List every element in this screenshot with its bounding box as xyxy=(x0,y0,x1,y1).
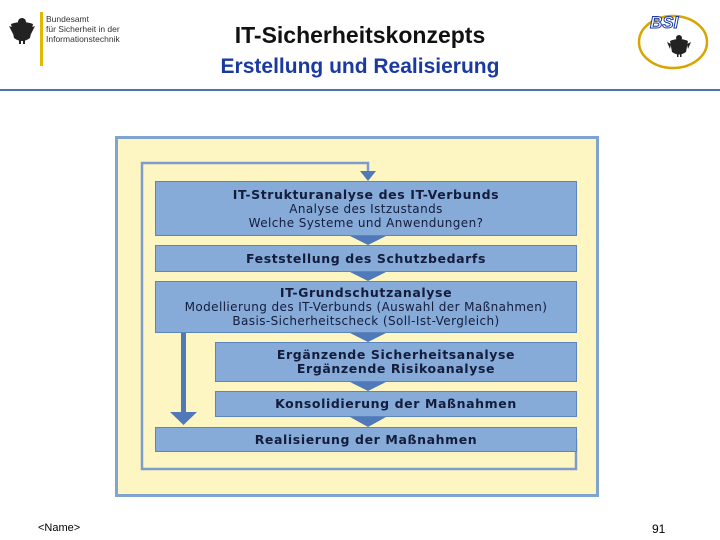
footer-presenter-name: <Name> xyxy=(38,522,81,534)
bypass-arrow-shaft xyxy=(181,332,186,412)
header-divider xyxy=(0,89,720,91)
eagle-icon xyxy=(667,35,691,57)
logo-text: Bundesamt für Sicherheit in der Informationstechnik xyxy=(46,14,120,44)
bsi-logo xyxy=(636,8,710,70)
arrow-down-1 xyxy=(350,236,386,245)
page-title: IT-Sicherheitskonzepts xyxy=(234,22,486,48)
arrow-down-top xyxy=(360,171,376,181)
arrow-down-2 xyxy=(350,272,386,281)
page-number: 91 xyxy=(652,522,666,536)
step-strukturanalyse: IT-Strukturanalyse des IT-Verbunds Analyse des Istzustands Welche Systeme und Anwendungen? xyxy=(155,181,577,236)
process-diagram xyxy=(115,136,599,497)
bypass-arrow-head xyxy=(170,412,197,425)
bsi-logo-text: BSI xyxy=(650,13,679,32)
step-ergaenzende-analyse: Ergänzende Sicherheitsanalyse Ergänzende Risikoanalyse xyxy=(215,342,577,382)
arrow-down-4 xyxy=(350,382,386,391)
federal-eagle-icon xyxy=(8,14,36,46)
step-grundschutzanalyse: IT-Grundschutzanalyse Modellierung des IT-Verbunds (Auswahl der Maßnahmen) Basis-Sicherheitscheck (Soll-Ist-Vergleich) xyxy=(155,281,577,333)
arrow-down-5 xyxy=(350,417,386,427)
step-schutzbedarf: Feststellung des Schutzbedarfs xyxy=(155,245,577,272)
logo-color-bar xyxy=(40,12,43,66)
arrow-down-3 xyxy=(350,333,386,342)
page-subtitle: Erstellung und Realisierung xyxy=(220,55,500,78)
step-konsolidierung: Konsolidierung der Maßnahmen xyxy=(215,391,577,417)
step-realisierung: Realisierung der Maßnahmen xyxy=(155,427,577,452)
bsi-wordmark-logo xyxy=(6,10,156,70)
